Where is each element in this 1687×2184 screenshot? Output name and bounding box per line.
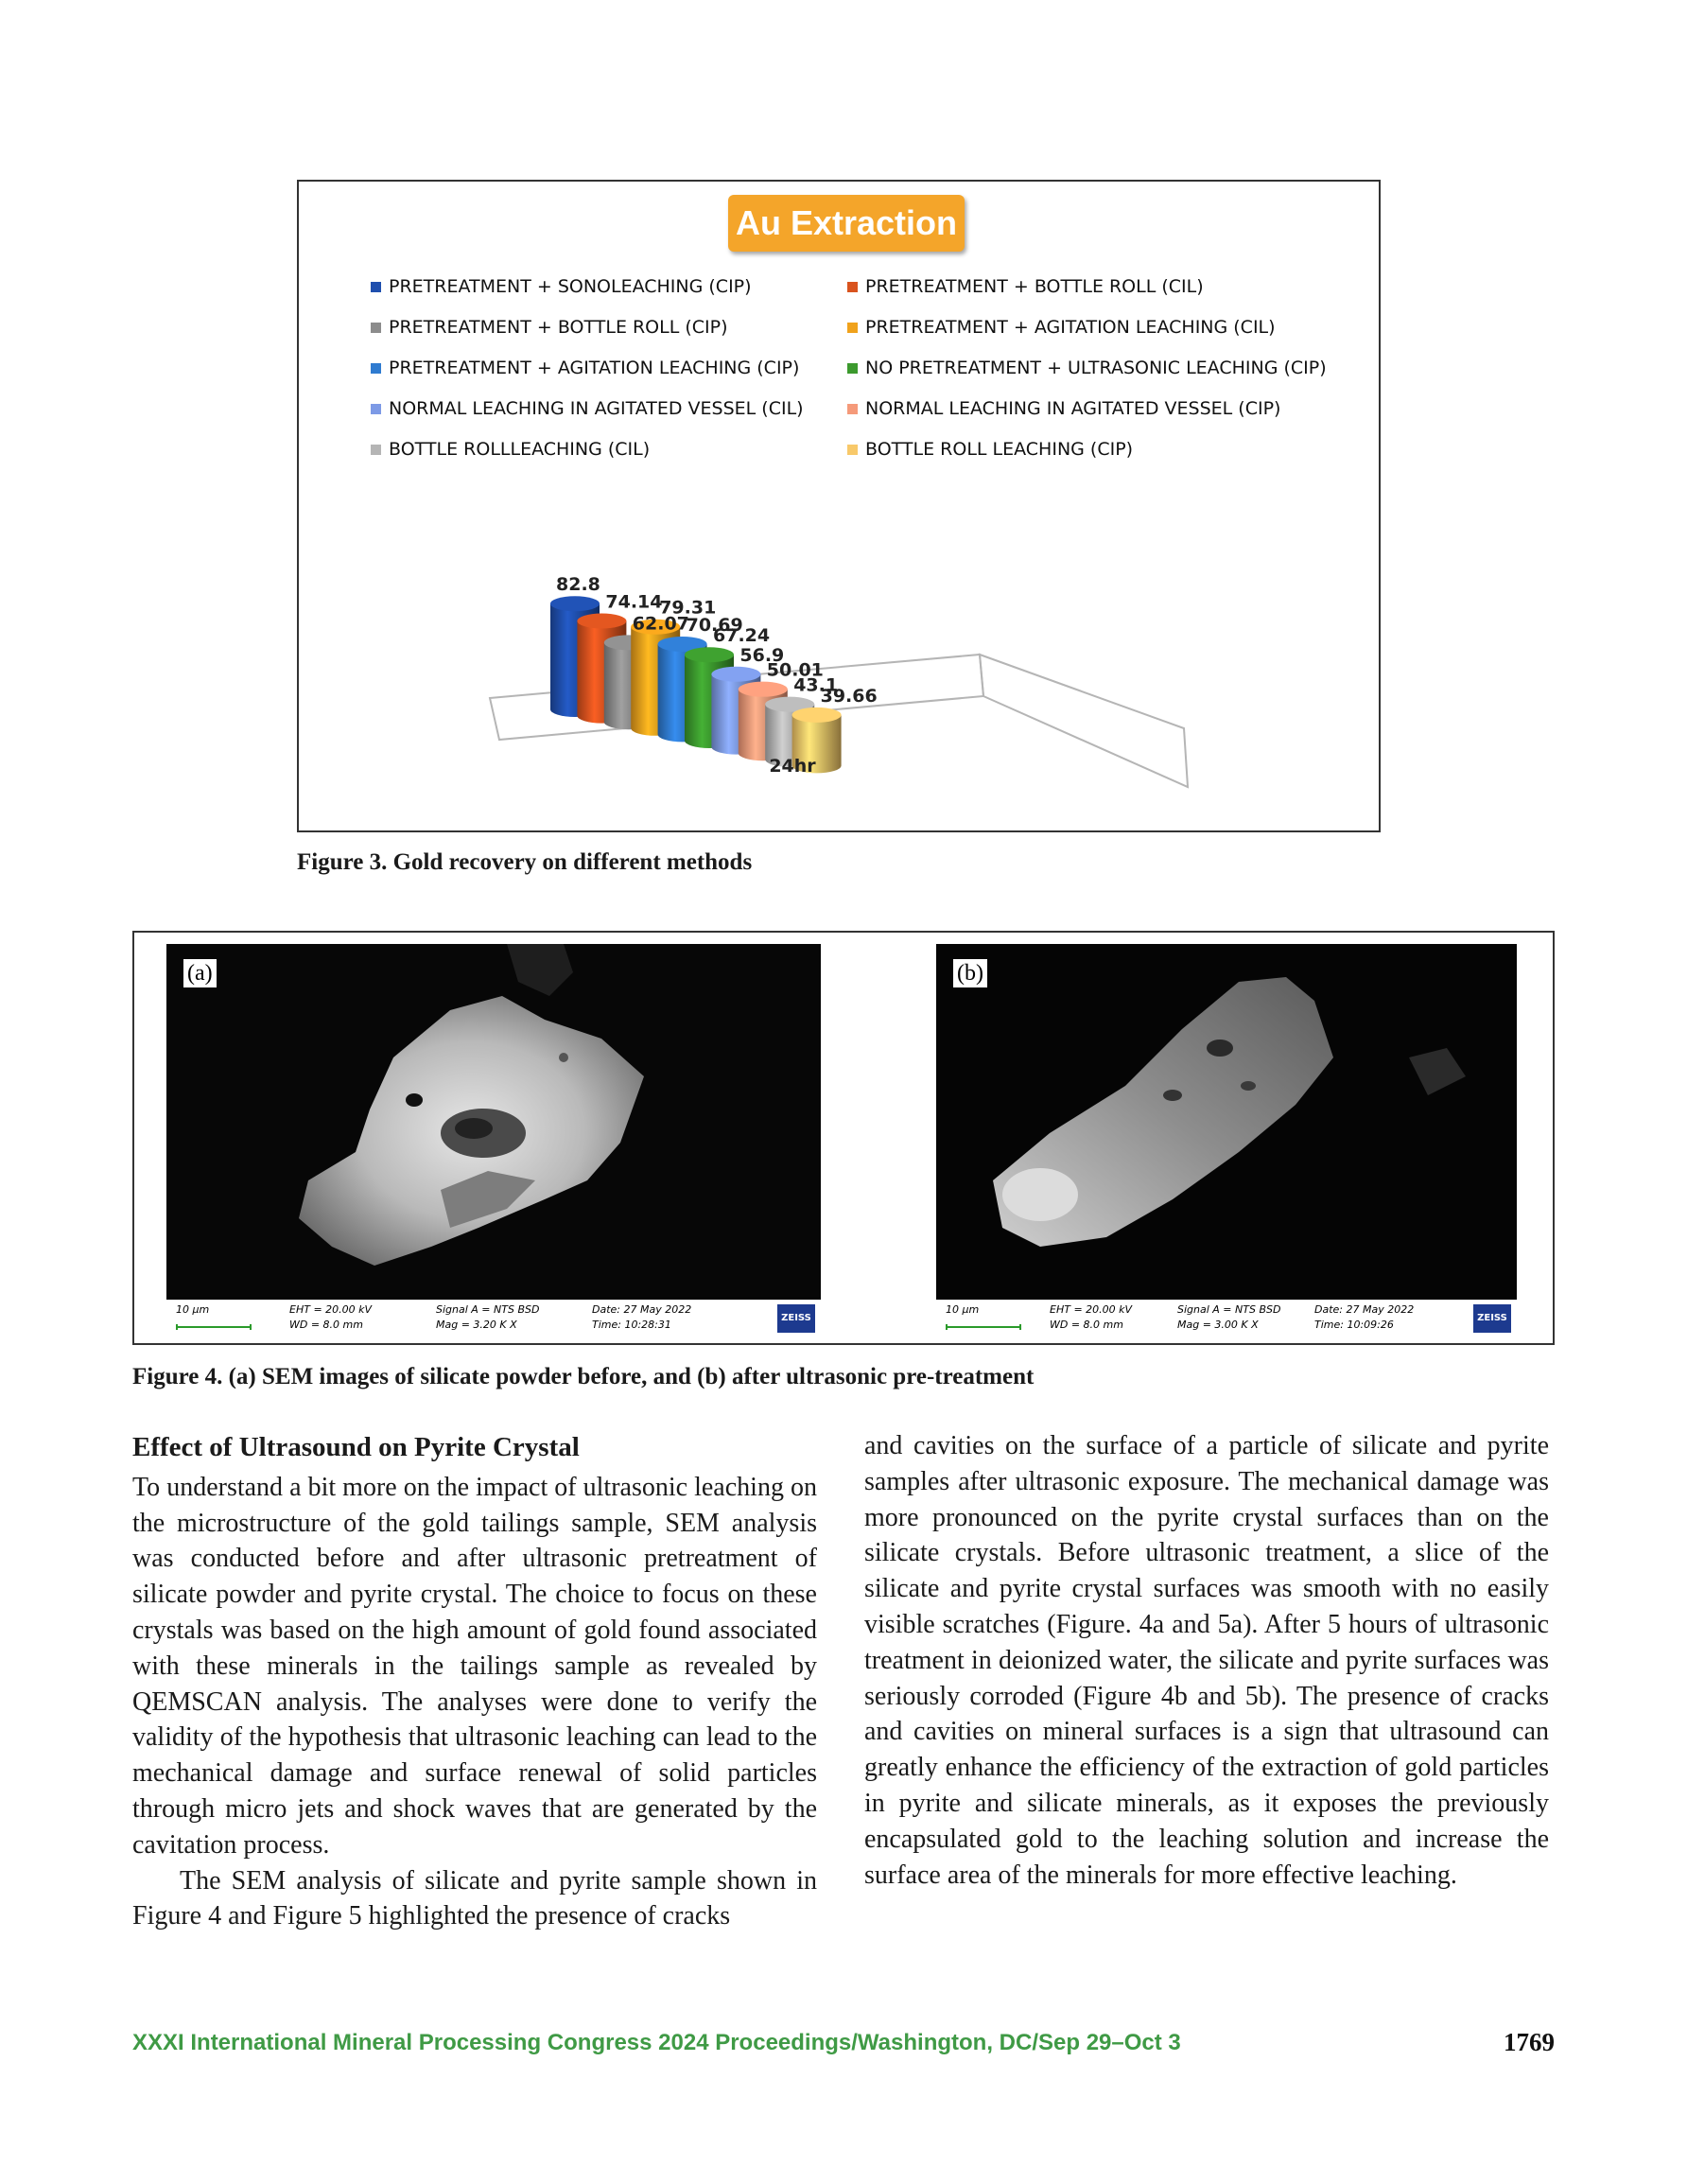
chart-data-label: 43.1 [793,674,839,696]
legend-item [371,398,804,419]
legend-label: PRETREATMENT + AGITATION LEACHING (CIL) [865,317,1276,338]
text-column-left [132,1430,817,1934]
legend-item [847,358,1327,378]
legend-item [371,439,650,460]
paragraph-1: To understand a bit more on the impact of ultrasonic leaching on the microstructure of the gold tailings sample, SEM analysis was conducted before and after ultrasonic pretreatment of silicate powder and pyrite crystal. The choice to focus on these crystals was based on the high amount of gold found associated with these minerals in the tailings sample as revealed by QEMSCAN analysis. The analyses were done to verify the validity of the hypothesis that ultrasonic leaching can lead to the mechanical damage and surface renewal of solid particles through micro jets and shock waves that are generated by the cavitation process. [132,1472,817,1860]
scale-bar-icon [176,1324,252,1330]
legend-swatch [847,363,858,374]
legend-swatch [847,282,858,292]
sem-time-b: Time: 10:09:26 [1314,1319,1394,1331]
zeiss-logo: ZEISS [1473,1304,1511,1333]
legend-swatch [371,445,381,455]
legend-swatch [847,323,858,333]
figure-3-caption: Figure 3. Gold recovery on different methods [297,849,753,875]
chart-bar-cap [577,614,626,629]
legend-swatch [371,363,381,374]
legend-label: PRETREATMENT + AGITATION LEACHING (CIP) [389,358,800,378]
chart-bar-cap [792,708,842,723]
legend-item [371,276,752,297]
sem-date-b: Date: 27 May 2022 [1314,1303,1415,1316]
sem-databar-b [936,1298,1517,1337]
sem-image-a-picture [166,944,821,1300]
sem-scale-label-b: 10 µm [946,1303,980,1316]
chart-data-label: 56.9 [739,644,785,666]
legend-swatch [847,445,858,455]
scale-bar-icon [946,1324,1021,1330]
chart-data-label: 67.24 [713,625,771,647]
legend-label: BOTTLE ROLLLEACHING (CIL) [389,439,651,460]
panel-label-b: (b) [953,959,987,987]
chart-data-label: 79.31 [659,597,717,619]
legend-label: PRETREATMENT + BOTTLE ROLL (CIP) [389,317,728,338]
paragraph-3: and cavities on the surface of a particle of silicate and pyrite samples after ultrasonic exposure. The mechanical damage was more pronounced on the pyrite crystal surfaces than on the silicate crystals. Before ultrasonic treatment, a slice of the silicate and pyrite crystal surfaces was smooth with no easily visible scratches (Figure. 4a and 5a). After 5 hours of ultrasonic treatment in deionized water, the silicate and pyrite surfaces was seriously corroded (Figure 4b and 5b). The presence of cracks and cavities on mineral surfaces is a sign that ultrasound can greatly enhance the efficiency of the extraction of gold particles in pyrite and silicate minerals, as it exposes the previously encapsulated gold to the leaching solution and increase the surface area of the minerals for more effective leaching. [864,1431,1549,1890]
sem-mag-b: Mag = 3.00 K X [1177,1319,1259,1331]
legend-swatch [847,404,858,414]
chart-data-label: 62.07 [632,613,689,635]
chart-data-label: 70.69 [686,614,743,636]
page-number: 1769 [1504,2028,1555,2056]
chart-title: Au Extraction [728,195,965,252]
legend-item [847,276,1204,297]
legend-swatch [371,323,381,333]
figure-4-sem-images [132,931,1555,1345]
panel-label-a: (a) [183,959,217,987]
legend-item [371,317,728,338]
sem-wd-b: WD = 8.0 mm [1050,1319,1123,1331]
legend-label: NO PRETREATMENT + ULTRASONIC LEACHING (CIP) [865,358,1327,378]
chart-bar-cap [685,647,734,662]
sem-wd-a: WD = 8.0 mm [289,1319,363,1331]
paragraph-2: The SEM analysis of silicate and pyrite sample shown in Figure 4 and Figure 5 highlighted the presence of cracks [132,1865,817,1931]
legend-swatch [371,404,381,414]
legend-label: BOTTLE ROLL LEACHING (CIP) [865,439,1134,460]
sem-eht-b: EHT = 20.00 kV [1050,1303,1133,1316]
chart-x-label: 24hr [769,756,816,777]
chart-data-label: 82.8 [556,574,600,596]
legend-item [847,317,1276,338]
legend-swatch [371,282,381,292]
section-heading: Effect of Ultrasound on Pyrite Crystal [132,1432,580,1462]
sem-time-a: Time: 10:28:31 [592,1319,671,1331]
sem-databar-a [166,1298,821,1337]
chart-floor-side [980,655,1188,787]
sem-scale-label-a: 10 µm [176,1303,210,1316]
sem-image-a [166,944,821,1337]
chart-bar-cap [739,682,788,697]
figure-3-chart [297,180,1381,832]
legend-item [847,398,1280,419]
footer-proceedings: XXXI International Mineral Processing Congress 2024 Proceedings/Washington, DC/Sep 29–Oct 3 [132,2030,1181,2055]
sem-mag-a: Mag = 3.20 K X [436,1319,517,1331]
chart-bar-cap [711,667,760,682]
legend-label: NORMAL LEACHING IN AGITATED VESSEL (CIP) [865,398,1281,419]
sem-image-b [936,944,1517,1337]
chart-data-label: 39.66 [820,685,878,707]
sem-signal-a: Signal A = NTS BSD [436,1303,540,1316]
sem-eht-a: EHT = 20.00 kV [289,1303,373,1316]
text-column-right [864,1428,1549,1893]
sem-signal-b: Signal A = NTS BSD [1177,1303,1281,1316]
chart-data-label: 50.01 [766,659,824,681]
zeiss-logo: ZEISS [777,1304,815,1333]
figure-4-caption: Figure 4. (a) SEM images of silicate powder before, and (b) after ultrasonic pre-treatment [132,1364,1035,1389]
sem-image-b-picture [936,944,1517,1300]
legend-item [371,358,799,378]
legend-item [847,439,1133,460]
chart-bar-cap [550,596,600,611]
legend-label: PRETREATMENT + SONOLEACHING (CIP) [389,276,752,297]
sem-date-a: Date: 27 May 2022 [592,1303,692,1316]
legend-label: PRETREATMENT + BOTTLE ROLL (CIL) [865,276,1204,297]
legend-label: NORMAL LEACHING IN AGITATED VESSEL (CIL) [389,398,804,419]
chart-data-label: 74.14 [605,591,663,613]
